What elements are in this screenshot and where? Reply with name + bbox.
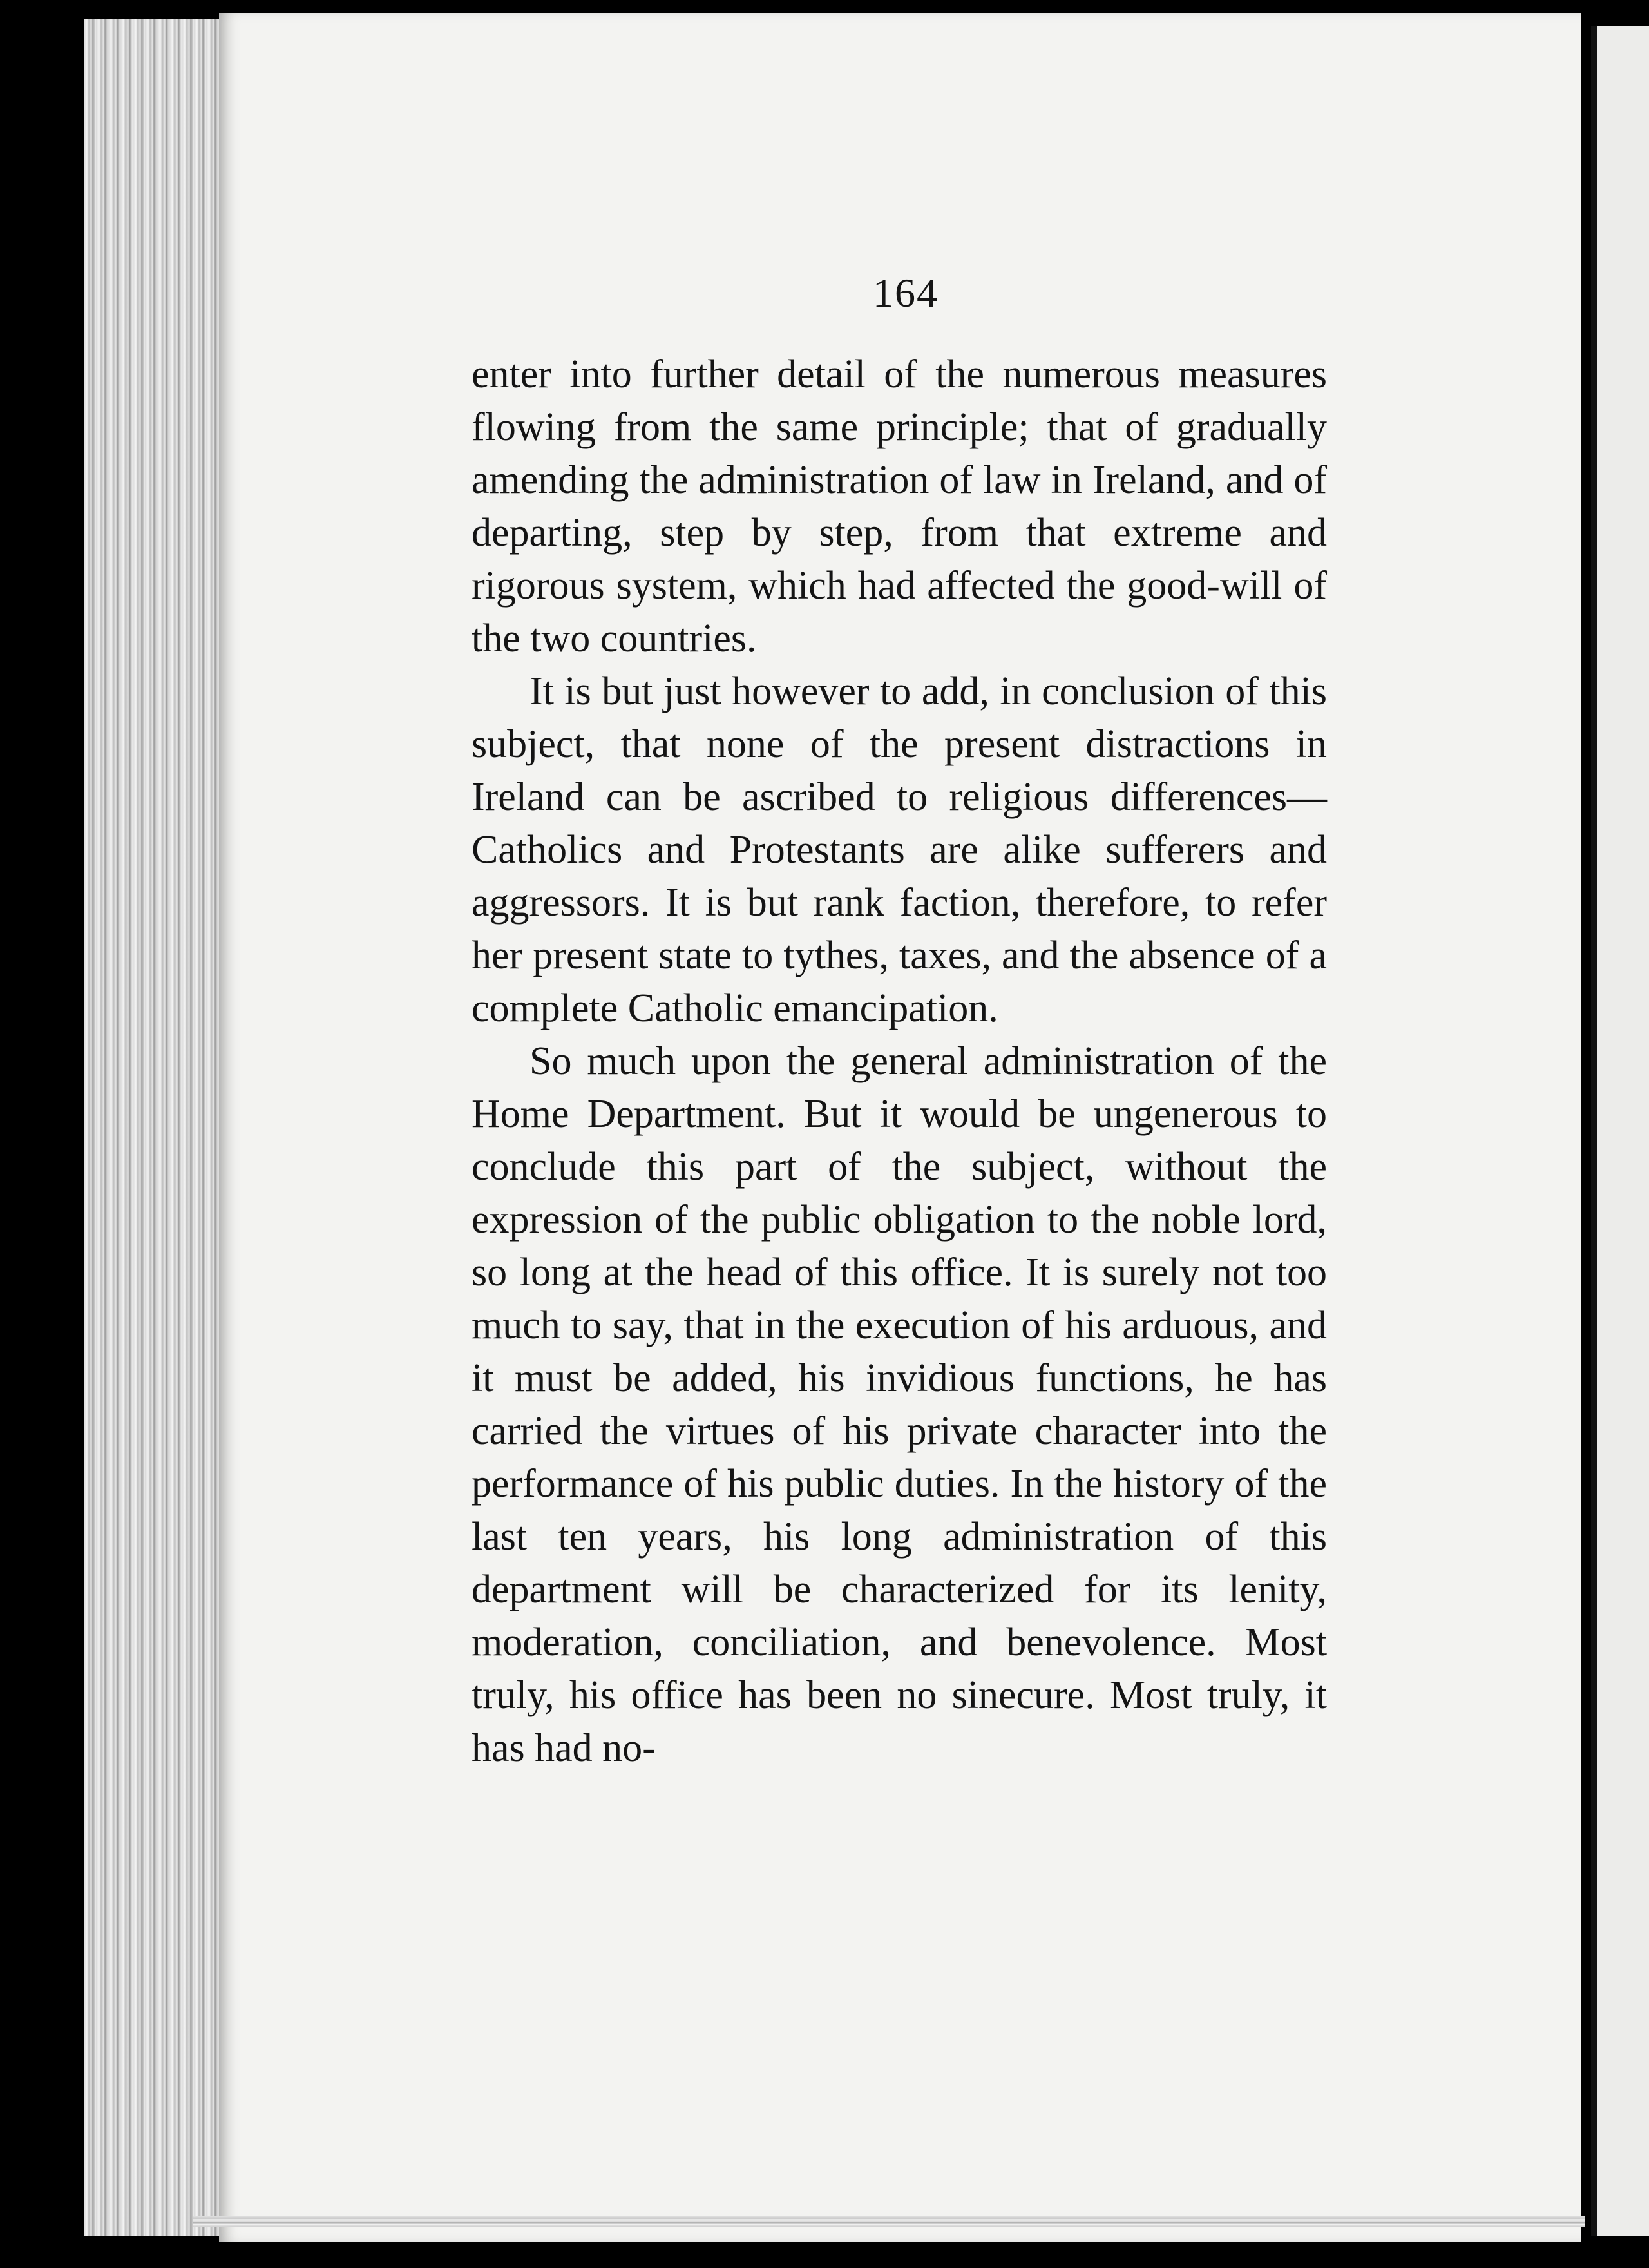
page-bottom-edge bbox=[193, 2216, 1585, 2227]
paragraph-1: enter into further detail of the numerous measures flowing from the same principle; that of gradually amending the administration of law in Ireland, and of departing, step by step, from that extreme and rigorous system, which had affected the good-will of the two countries. bbox=[472, 352, 1327, 660]
page-stack-edges bbox=[84, 19, 232, 2236]
body-text bbox=[472, 348, 1327, 1774]
paragraph-2: It is but just however to add, in conclusion of this subject, that none of the present distractions in Ireland can be ascribed to religious differences—Catholics and Protestants are alike sufferers and aggressors. It is but rank faction, therefore, to refer her present state to tythes, taxes, and the absence of a complete Catholic emancipation. bbox=[472, 669, 1327, 1030]
paragraph-3: So much upon the general administration of the Home Department. But it would be ungenerous to conclude this part of the subject, without the expression of the public obligation to the noble lord, so long at the head of this office. It is surely not too much to say, that in the execution of his arduous, and it must be added, his invidious functions, he has carried the virtues of his private character into the performance of his public duties. In the history of the last ten years, his long administration of this department will be characterized for its lenity, moderation, conciliation, and benevolence. Most truly, his office has been no sinecure. Most truly, it has had no- bbox=[472, 1039, 1327, 1770]
facing-page-edge bbox=[1591, 26, 1649, 2236]
page-number: 164 bbox=[873, 270, 939, 316]
